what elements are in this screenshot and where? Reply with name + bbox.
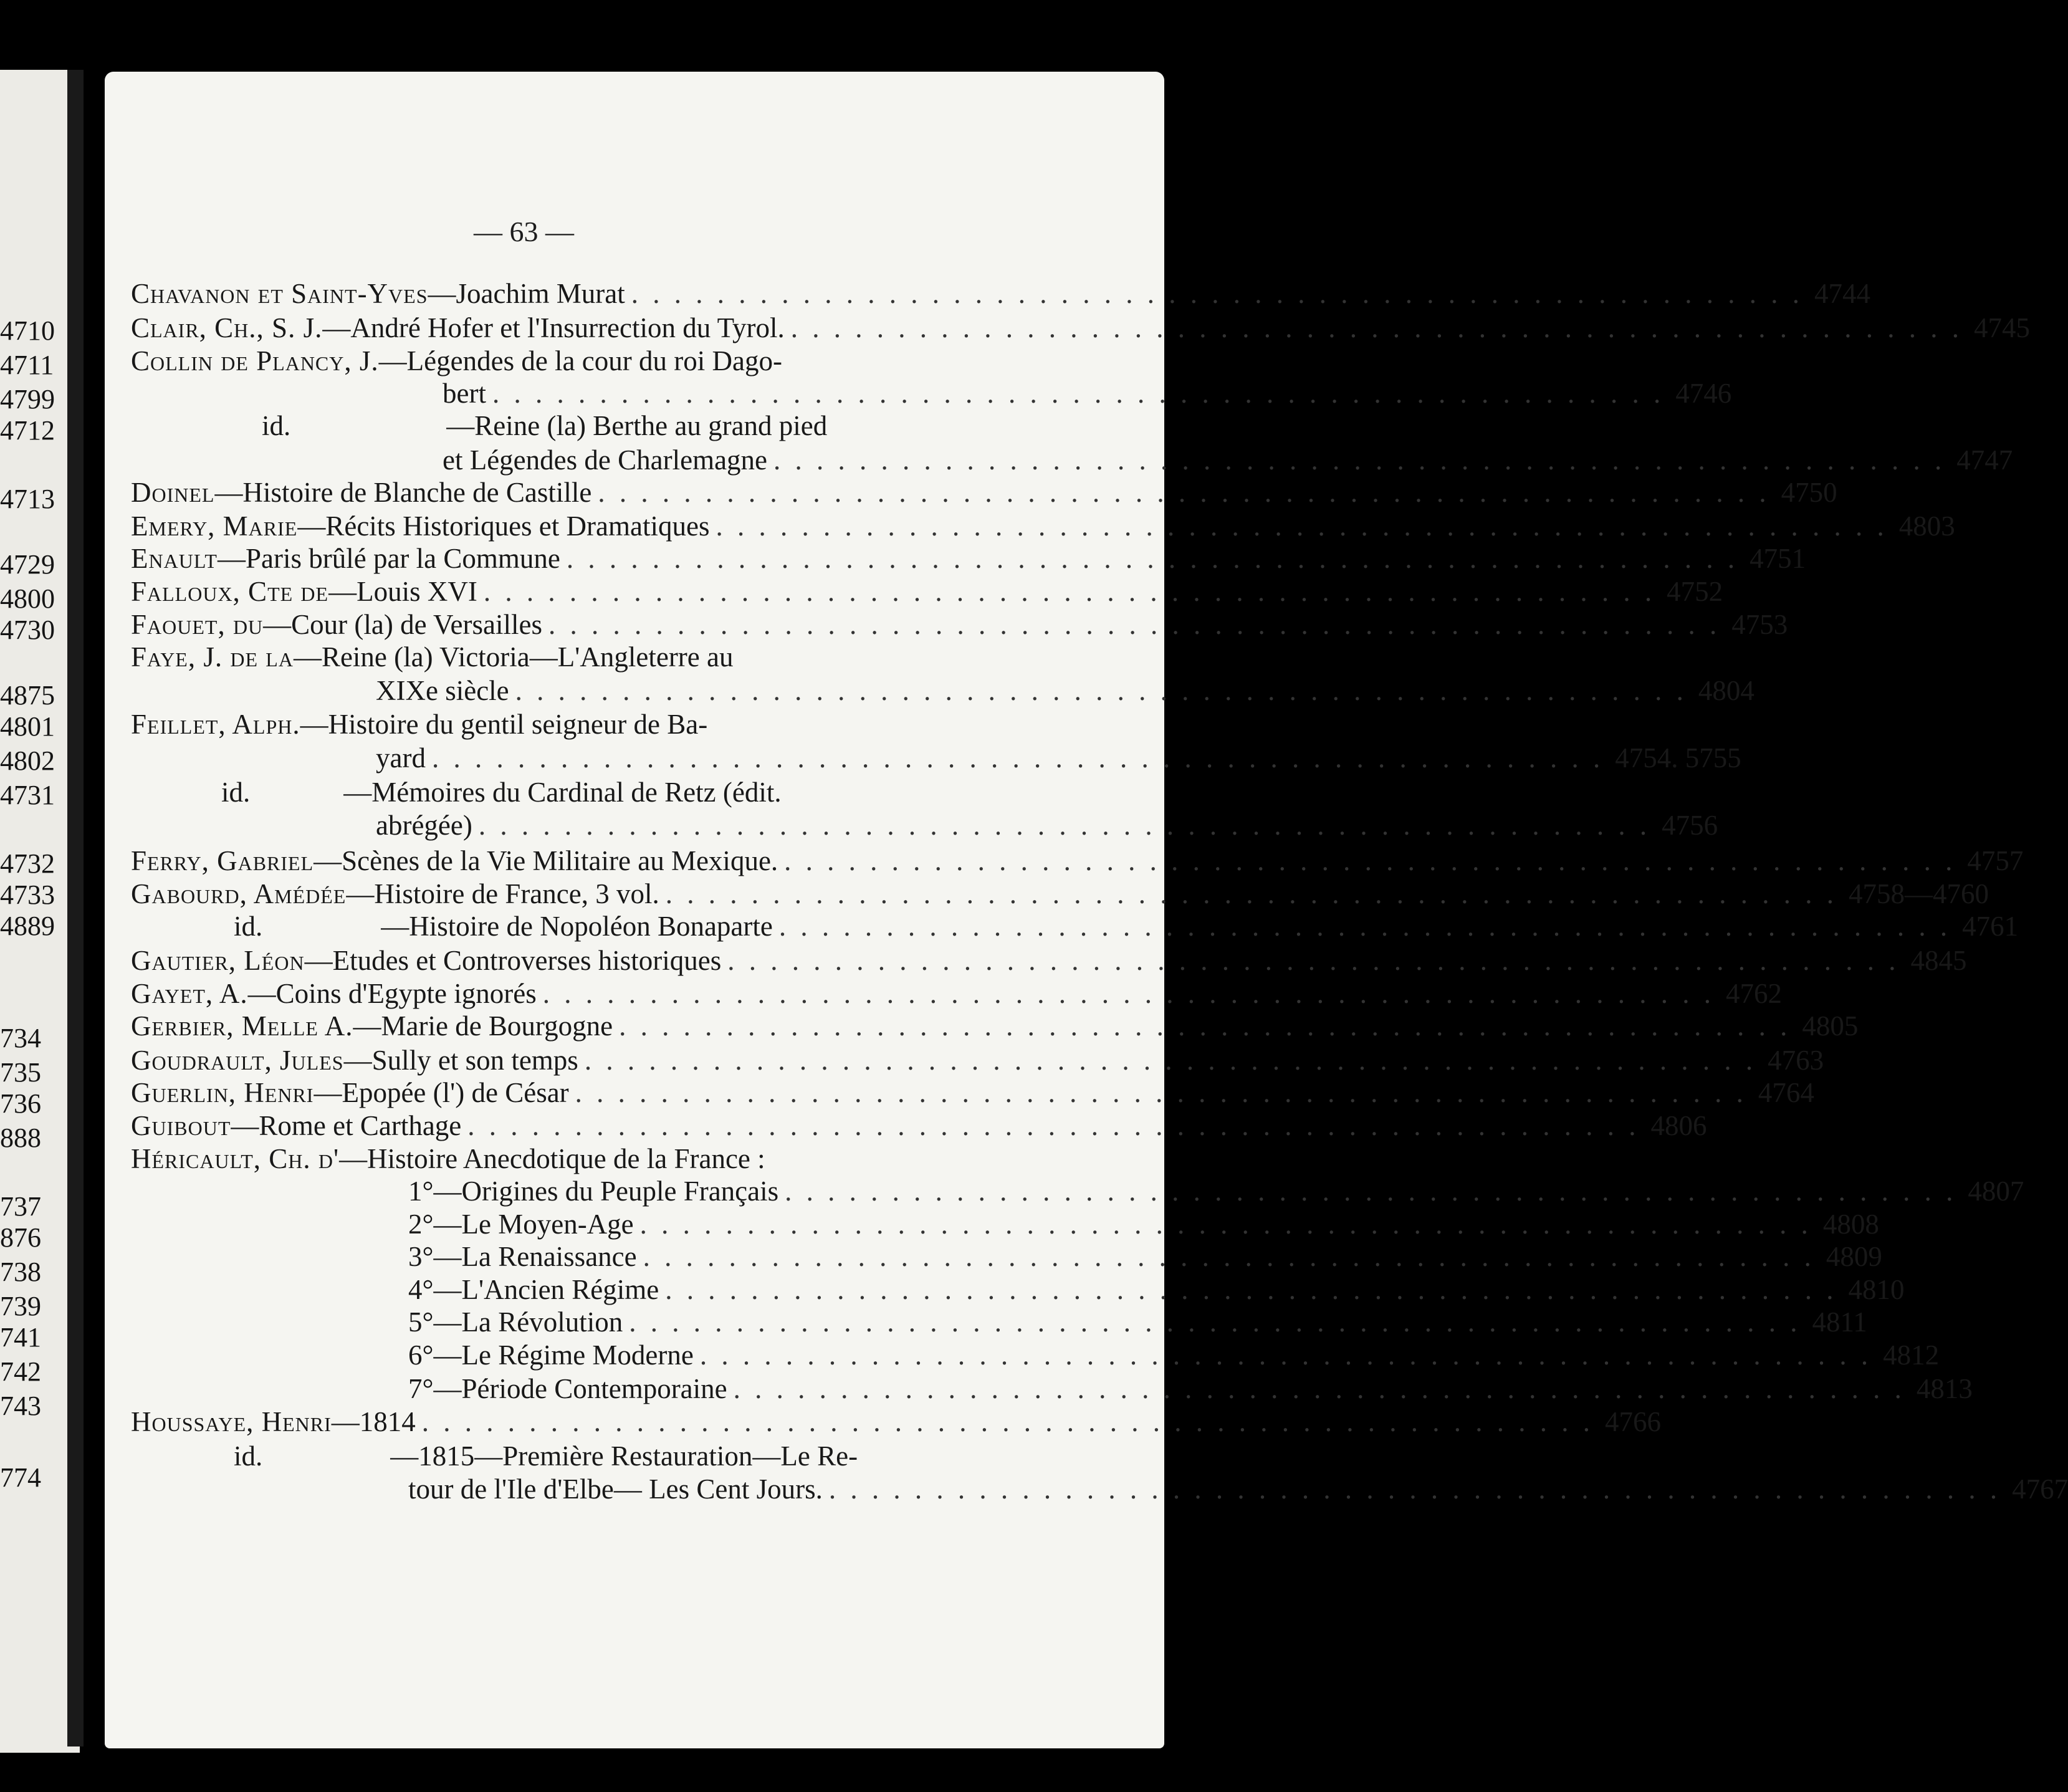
margin-number: 4729: [0, 549, 55, 580]
catalog-entry: [408, 1339, 1940, 1373]
entry-number: 4753: [1731, 609, 1788, 640]
catalog-entry: [408, 1373, 1973, 1406]
entry-title: 4°—L'Ancien Régime: [408, 1274, 659, 1305]
entry-author: id.: [234, 1440, 263, 1472]
dot-leader: . . . . . . . . . . . . . . . . . . . . . . . . . . . . . . . . . . . . . . . . . . . . . . . . . . . . . . .: [492, 378, 1665, 409]
dot-leader: . . . . . . . . . . . . . . . . . . . . . . . . . . . . . . . . . . . . . . . . . . . . . . . . . . . . . . .: [790, 312, 1963, 343]
entry-number: 4808: [1822, 1209, 1879, 1240]
dot-leader: . . . . . . . . . . . . . . . . . . . . . . . . . . . . . . . . . . . . . . . . . . . . . . . . . . . . . . .: [598, 477, 1770, 508]
entry-author: Faouet, du: [131, 609, 264, 640]
entry-title: bert: [443, 378, 486, 409]
entry-title: Histoire de Blanche de Castille: [242, 477, 592, 508]
catalog-entry: [234, 1440, 947, 1473]
dot-leader: . . . . . . . . . . . . . . . . . . . . . . . . . . . . . . . . . . . . . . . . . . . . . . . . . . . . . . .: [542, 978, 1715, 1009]
entry-author: Héricault, Ch. d': [131, 1143, 340, 1174]
catalog-entry: [408, 1240, 1882, 1274]
entry-separator: —: [297, 510, 326, 542]
entry-separator: —: [353, 1010, 381, 1042]
entry-author: Houssaye, Henri: [131, 1406, 332, 1437]
entry-number: 4761: [1962, 911, 2019, 942]
margin-number: 4800: [0, 583, 55, 614]
entry-title: 3°—La Renaissance: [408, 1241, 637, 1272]
margin-number: 4875: [0, 680, 55, 711]
entry-author: Enault: [131, 543, 218, 574]
entry-title: 2°—Le Moyen-Age: [408, 1209, 634, 1240]
entry-number: 4812: [1883, 1339, 1940, 1371]
catalog-entry: [131, 944, 1967, 978]
margin-number: 4733: [0, 879, 55, 910]
dot-leader: . . . . . . . . . . . . . . . . . . . . . . . . . . . . . . . . . . . . . . . . . . . . . . . . . . . . . . .: [639, 1209, 1812, 1240]
entry-title: Reine (la) Victoria—L'Angleterre au: [321, 641, 734, 673]
entry-number: 4754. 5755: [1615, 742, 1741, 774]
entry-separator: —: [214, 477, 243, 508]
catalog-entry: [131, 510, 1955, 544]
entry-number: 4806: [1650, 1110, 1707, 1141]
dot-leader: . . . . . . . . . . . . . . . . . . . . . . . . . . . . . . . . . . . . . . . . . . . . . . . . . . . . . . .: [643, 1241, 1815, 1272]
catalog-entry: [131, 977, 1782, 1011]
dot-leader: . . . . . . . . . . . . . . . . . . . . . . . . . . . . . . . . . . . . . . . . . . . . . . . . . . . . . . .: [784, 845, 1956, 876]
entry-separator: —: [304, 945, 333, 976]
dot-leader: . . . . . . . . . . . . . . . . . . . . . . . . . . . . . . . . . . . . . . . . . . . . . . . . . . . . . . .: [515, 675, 1687, 706]
entry-number: 4810: [1848, 1274, 1905, 1305]
entry-number: 4804: [1698, 675, 1754, 706]
entry-title: Scènes de la Vie Militaire au Mexique.: [342, 845, 778, 876]
entry-number: 4805: [1802, 1010, 1859, 1042]
entry-number: 4747: [1956, 444, 2013, 476]
catalog-entry: [376, 742, 1741, 775]
entry-number: 4762: [1725, 978, 1782, 1009]
catalog-entry: [131, 277, 1870, 311]
margin-number: 876: [0, 1222, 41, 1253]
margin-number: 4799: [0, 384, 55, 414]
margin-number: 888: [0, 1123, 41, 1153]
catalog-entry: [408, 1273, 1905, 1307]
dot-leader: . . . . . . . . . . . . . . . . . . . . . . . . . . . . . . . . . . . . . . . . . . . . . . . . . . . . . . .: [778, 911, 1951, 942]
entry-separator: —: [331, 1406, 360, 1437]
catalog-entry: [131, 845, 2024, 878]
catalog-entry: [131, 608, 1788, 642]
entry-number: 4809: [1826, 1241, 1882, 1272]
entry-title: —Reine (la) Berthe au grand pied: [446, 410, 828, 441]
entry-title: Epopée (l') de César: [342, 1077, 569, 1108]
entry-separator: —: [314, 1077, 342, 1108]
entry-separator: —: [247, 978, 276, 1009]
entry-author: Clair, Ch., S. J.: [131, 312, 323, 343]
entry-author: Ferry, Gabriel: [131, 845, 314, 876]
catalog-entry: [131, 641, 947, 674]
dot-leader: . . . . . . . . . . . . . . . . . . . . . . . . . . . . . . . . . . . . . . . . . . . . . . . . . . . . . . .: [629, 1306, 1801, 1338]
entry-author: Gabourd, Amédée: [131, 878, 347, 909]
entry-number: 4757: [1967, 845, 2024, 876]
entry-author: id.: [262, 410, 291, 441]
margin-number: 4731: [0, 780, 55, 810]
entry-author: Doinel: [131, 477, 215, 508]
entry-title: 1°—Origines du Peuple Français: [408, 1176, 779, 1207]
dot-leader: . . . . . . . . . . . . . . . . . . . . . . . . . . . . . . . . . . . . . . . . . . . . . . . . . . . . . . .: [733, 1373, 1905, 1404]
entry-number: 4764: [1758, 1077, 1814, 1108]
entry-number: 4746: [1675, 378, 1732, 409]
catalog-entry: [131, 542, 1806, 576]
dot-leader: . . . . . . . . . . . . . . . . . . . . . . . . . . . . . . . . . . . . . . . . . . . . . . . . . . . . . . .: [665, 878, 1837, 909]
catalog-entry: [131, 476, 1837, 510]
dot-leader: . . . . . . . . . . . . . . . . . . . . . . . . . . . . . . . . . . . . . . . . . . . . . . . . . . . . . . .: [467, 1110, 1640, 1141]
entry-title: Récits Historiques et Dramatiques: [325, 510, 710, 542]
catalog-entry: [131, 1109, 1707, 1143]
entry-title: tour de l'Ile d'Elbe— Les Cent Jours.: [408, 1473, 823, 1505]
margin-number: 4713: [0, 484, 55, 514]
entry-number: 4745: [1974, 312, 2031, 343]
margin-number: 738: [0, 1257, 41, 1287]
dot-leader: . . . . . . . . . . . . . . . . . . . . . . . . . . . . . . . . . . . . . . . . . . . . . . . . . . . . . . .: [773, 444, 1946, 476]
entry-title: 1814: [359, 1406, 416, 1437]
margin-number: 4889: [0, 911, 55, 941]
margin-number: 4732: [0, 848, 55, 879]
catalog-entry: [262, 410, 947, 443]
entry-title: Histoire Anecdotique de la France :: [367, 1143, 765, 1174]
entry-separator: —: [217, 543, 246, 574]
entry-title: et Légendes de Charlemagne: [443, 444, 768, 476]
dot-leader: . . . . . . . . . . . . . . . . . . . . . . . . . . . . . . . . . . . . . . . . . . . . . . . . . . . . . . .: [631, 278, 1803, 309]
dot-leader: . . . . . . . . . . . . . . . . . . . . . . . . . . . . . . . . . . . . . . . . . . . . . . . . . . . . . . .: [619, 1010, 1791, 1042]
catalog-entry: [234, 910, 2019, 944]
dot-leader: . . . . . . . . . . . . . . . . . . . . . . . . . . . . . . . . . . . . . . . . . . . . . . . . . . . . . . .: [699, 1339, 1872, 1371]
margin-number: 4711: [0, 350, 54, 380]
dot-leader: . . . . . . . . . . . . . . . . . . . . . . . . . . . . . . . . . . . . . . . . . . . . . . . . . . . . . . .: [785, 1176, 1957, 1207]
catalog-entry: [443, 377, 1732, 411]
entry-separator: —: [343, 1045, 372, 1076]
catalog-entry: [131, 312, 2031, 345]
book-spine: [67, 70, 84, 1746]
dot-leader: . . . . . . . . . . . . . . . . . . . . . . . . . . . . . . . . . . . . . . . . . . . . . . . . . . . . . . .: [727, 945, 1900, 976]
entry-author: Gayet, A.: [131, 978, 248, 1009]
entry-separator: —: [231, 1110, 259, 1141]
entry-author: Falloux, Cte de: [131, 576, 329, 607]
entry-number: 4803: [1898, 510, 1955, 542]
entry-number: 4752: [1667, 576, 1723, 607]
entry-title: —Mémoires du Cardinal de Retz (édit.: [343, 777, 782, 808]
margin-number: 741: [0, 1322, 41, 1353]
dot-leader: . . . . . . . . . . . . . . . . . . . . . . . . . . . . . . . . . . . . . . . . . . . . . . . . . . . . . . .: [566, 543, 1739, 574]
entry-title: XIXe siècle: [376, 675, 509, 706]
entry-number: 4758—4760: [1848, 878, 1989, 909]
entry-title: abrégée): [376, 810, 472, 841]
entry-separator: —: [293, 641, 322, 673]
entry-title: Cour (la) de Versailles: [291, 609, 542, 640]
entry-title: Etudes et Controverses historiques: [332, 945, 722, 976]
entry-number: 4756: [1662, 810, 1718, 841]
entry-author: Guerlin, Henri: [131, 1077, 314, 1108]
dot-leader: . . . . . . . . . . . . . . . . . . . . . . . . . . . . . . . . . . . . . . . . . . . . . . . . . . . . . . .: [548, 609, 1721, 640]
dot-leader: . . . . . . . . . . . . . . . . . . . . . . . . . . . . . . . . . . . . . . . . . . . . . . . . . . . . . . .: [716, 510, 1888, 542]
entry-author: Gautier, Léon: [131, 945, 305, 976]
entry-number: 4751: [1750, 543, 1806, 574]
catalog-entry: [408, 1175, 2024, 1209]
entry-number: 4845: [1910, 945, 1967, 976]
catalog-entry: [131, 1010, 1859, 1043]
entry-title: Rome et Carthage: [259, 1110, 462, 1141]
margin-number: 4710: [0, 315, 55, 346]
catalog-entry: [443, 444, 2013, 477]
catalog-entry: [131, 878, 1989, 911]
entry-title: Légendes de la cour du roi Dago-: [406, 345, 782, 376]
dot-leader: . . . . . . . . . . . . . . . . . . . . . . . . . . . . . . . . . . . . . . . . . . . . . . . . . . . . . . .: [665, 1274, 1837, 1305]
entry-separator: —: [314, 845, 342, 876]
entry-author: Faye, J. de la: [131, 641, 294, 673]
catalog-entry: [408, 1473, 2068, 1507]
dot-leader: . . . . . . . . . . . . . . . . . . . . . . . . . . . . . . . . . . . . . . . . . . . . . . . . . . . . . . .: [421, 1406, 1594, 1437]
entry-title: Histoire du gentil seigneur de Ba-: [328, 709, 708, 740]
dot-leader: . . . . . . . . . . . . . . . . . . . . . . . . . . . . . . . . . . . . . . . . . . . . . . . . . . . . . . .: [575, 1077, 1747, 1108]
entry-title: 5°—La Révolution: [408, 1306, 623, 1338]
page-number: — 63 —: [474, 216, 574, 247]
catalog-entry: [221, 776, 947, 810]
entry-separator: —: [378, 345, 407, 376]
entry-title: André Hofer et l'Insurrection du Tyrol.: [350, 312, 785, 343]
entry-author: Emery, Marie: [131, 510, 298, 542]
dot-leader: . . . . . . . . . . . . . . . . . . . . . . . . . . . . . . . . . . . . . . . . . . . . . . . . . . . . . . .: [584, 1045, 1757, 1076]
entry-title: Histoire de France, 3 vol.: [374, 878, 659, 909]
margin-number: 743: [0, 1391, 41, 1421]
dot-leader: . . . . . . . . . . . . . . . . . . . . . . . . . . . . . . . . . . . . . . . . . . . . . . . . . . . . . . .: [828, 1473, 2001, 1505]
margin-number: 739: [0, 1291, 41, 1321]
entry-author: Collin de Plancy, J.: [131, 345, 379, 376]
catalog-entry: [131, 575, 1723, 609]
catalog-entry: [131, 1143, 947, 1176]
entry-title: 7°—Période Contemporaine: [408, 1373, 727, 1404]
entry-author: Gerbier, Melle A.: [131, 1010, 353, 1042]
entry-separator: —: [339, 1143, 368, 1174]
entry-title: —Histoire de Nopoléon Bonaparte: [381, 911, 773, 942]
dot-leader: . . . . . . . . . . . . . . . . . . . . . . . . . . . . . . . . . . . . . . . . . . . . . . . . . . . . . . .: [483, 576, 1656, 607]
margin-number: 742: [0, 1356, 41, 1387]
entry-author: Chavanon et Saint-Yves: [131, 278, 428, 309]
margin-number: 4730: [0, 615, 55, 645]
catalog-entry: [131, 1044, 1824, 1078]
entry-author: Guibout: [131, 1110, 231, 1141]
entry-number: 4744: [1814, 278, 1870, 309]
catalog-entry: [131, 1076, 1814, 1110]
catalog-entry: [376, 809, 1718, 843]
entry-title: —1815—Première Restauration—Le Re-: [390, 1440, 858, 1472]
entry-number: 4766: [1605, 1406, 1662, 1437]
entry-separator: —: [263, 609, 292, 640]
entry-separator: —: [328, 576, 357, 607]
entry-number: 4813: [1916, 1373, 1973, 1404]
entry-separator: —: [322, 312, 351, 343]
catalog-entry: [376, 674, 1754, 708]
catalog-entry: [408, 1208, 1879, 1242]
entry-number: 4811: [1812, 1306, 1867, 1338]
margin-number: 735: [0, 1057, 41, 1088]
dot-leader: . . . . . . . . . . . . . . . . . . . . . . . . . . . . . . . . . . . . . . . . . . . . . . . . . . . . . . .: [478, 810, 1651, 841]
entry-separator: —: [300, 709, 328, 740]
dot-leader: . . . . . . . . . . . . . . . . . . . . . . . . . . . . . . . . . . . . . . . . . . . . . . . . . . . . . . .: [431, 742, 1604, 774]
catalog-entry: [131, 708, 947, 742]
entry-author: Goudrault, Jules: [131, 1045, 344, 1076]
entry-number: 4763: [1768, 1045, 1824, 1076]
margin-number: 734: [0, 1023, 41, 1053]
entry-title: Louis XVI: [357, 576, 477, 607]
entry-title: Paris brûlé par la Commune: [245, 543, 560, 574]
margin-number: 4802: [0, 745, 55, 776]
entry-separator: —: [346, 878, 375, 909]
margin-number: 737: [0, 1191, 41, 1222]
entry-author: id.: [221, 777, 251, 808]
entry-number: 4767: [2012, 1473, 2068, 1505]
margin-number: 774: [0, 1462, 41, 1493]
entry-number: 4750: [1781, 477, 1837, 508]
entry-title: Marie de Bourgogne: [381, 1010, 613, 1042]
catalog-entry: [131, 1406, 1662, 1439]
entry-title: 6°—Le Régime Moderne: [408, 1339, 694, 1371]
catalog-entry: [131, 345, 947, 378]
margin-number: 4801: [0, 711, 55, 742]
entry-title: Sully et son temps: [371, 1045, 578, 1076]
margin-number: 4712: [0, 415, 55, 446]
entry-separator: —: [428, 278, 456, 309]
entry-title: yard: [376, 742, 426, 774]
catalog-entry: [408, 1306, 1867, 1339]
entry-title: Joachim Murat: [456, 278, 625, 309]
margin-number: 736: [0, 1088, 41, 1119]
entry-title: Coins d'Egypte ignorés: [275, 978, 537, 1009]
entry-author: id.: [234, 911, 263, 942]
entry-number: 4807: [1968, 1176, 2024, 1207]
entry-author: Feillet, Alph.: [131, 709, 300, 740]
